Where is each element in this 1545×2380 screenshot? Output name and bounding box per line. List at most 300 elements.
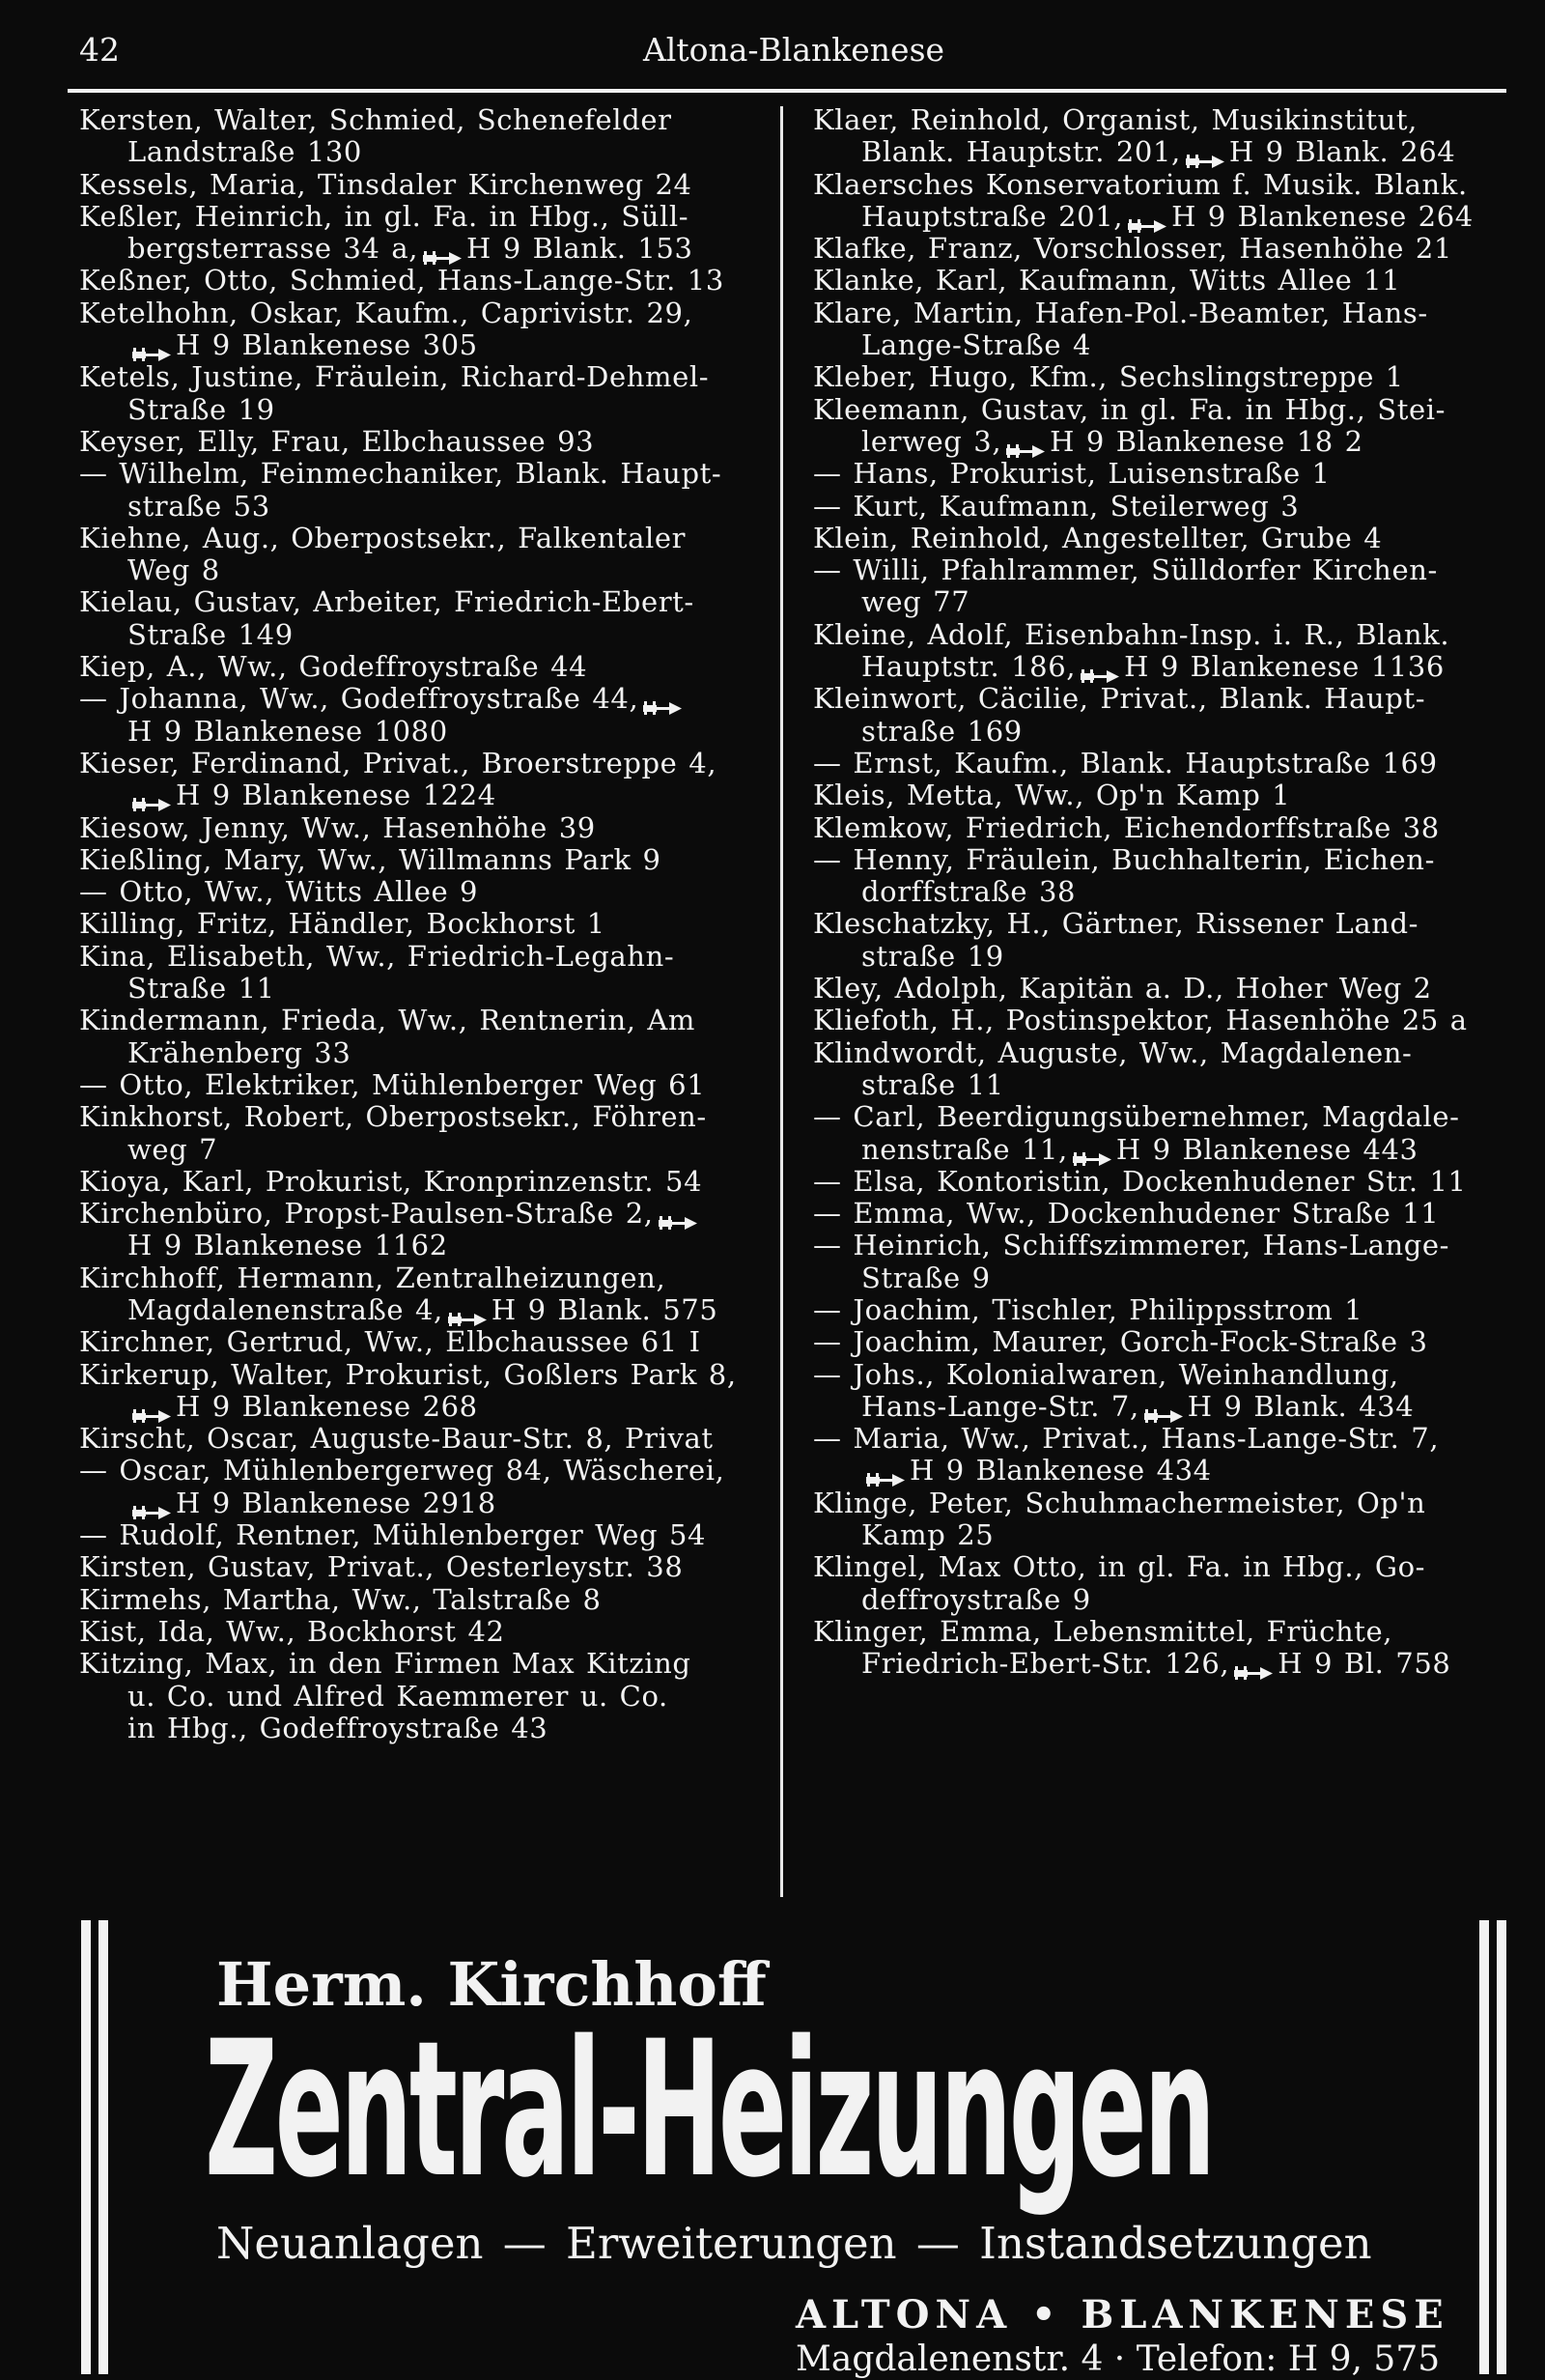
entry-text: Hauptstraße 201, [861,199,1124,233]
entry-text: — Hans, Prokurist, Luisenstraße 1 [813,457,1331,491]
entry-text: Kley, Adolph, Kapitän a. D., Hoher Weg 2 [813,972,1432,1006]
directory-entry [79,1423,774,1455]
entry-text: — Kurt, Kaufmann, Steilerweg 3 [813,489,1300,523]
directory-entry [79,169,774,201]
entry-text: H 9 Blankenese 18 2 [1050,424,1363,458]
entry-line [813,1134,1501,1166]
entry-line [79,523,774,554]
entry-text: H 9 Blank. 153 [466,232,693,266]
directory-entry [79,1069,774,1101]
directory-entry [79,1166,774,1198]
entry-text: straße 169 [861,714,1023,748]
entry-line [79,329,774,361]
telephone-arrow-icon [1143,1400,1184,1417]
entry-text: Blank. Hauptstr. 201, [861,135,1181,169]
entry-text: Klafke, Franz, Vorschlosser, Hasenhöhe 21 [813,232,1452,266]
entry-text: Klinger, Emma, Lebensmittel, Früchte, [813,1614,1393,1648]
entry-text: Kina, Elisabeth, Ww., Friedrich-Legahn- [79,939,675,973]
entry-text: Kleschatzky, H., Gärtner, Rissener Land- [813,907,1419,941]
entry-line [79,1584,774,1616]
entry-text: Straße 149 [127,617,294,651]
directory-entry [79,1005,774,1069]
directory-entry [813,1616,1501,1681]
entry-line [813,1230,1501,1261]
entry-line [813,908,1501,940]
entry-text: Straße 11 [127,972,275,1006]
entry-line [813,523,1501,554]
directory-entry [79,586,774,651]
entry-line [813,361,1501,393]
directory-entry [813,683,1501,748]
directory-entry [79,1519,774,1551]
telephone-arrow-icon [1080,660,1120,677]
entry-text: Klinge, Peter, Schuhmachermeister, Op'n [813,1486,1426,1519]
entry-line [813,201,1501,233]
entry-text: bergsterrasse 34 a, [127,232,419,266]
directory-entry [79,265,774,297]
entry-line [79,1005,774,1036]
entry-line [79,586,774,618]
entry-line [813,1326,1501,1358]
directory-entry [813,1037,1501,1102]
entry-line [813,779,1501,811]
entry-text: Lange-Straße 4 [861,328,1092,362]
entry-text: — Willi, Pfahlrammer, Sülldorfer Kirchen- [813,553,1438,587]
entry-line [813,748,1501,779]
entry-line [79,1551,774,1583]
telephone-arrow-icon [422,241,463,259]
entry-text: — Johanna, Ww., Godeffroystraße 44, [79,682,639,716]
entry-text: H 9 Blankenese 434 [910,1454,1212,1488]
entry-line [79,1230,774,1261]
entry-line [813,716,1501,748]
directory-entry [79,1584,774,1616]
entry-line [79,201,774,233]
entry-line [79,619,774,651]
entry-line [79,1294,774,1326]
ad-border-bar [98,1920,108,2374]
entry-line [79,1455,774,1487]
directory-entry [79,844,774,876]
telephone-arrow-icon [865,1463,906,1481]
telephone-arrow-icon [1005,435,1046,452]
directory-entry [813,1198,1501,1230]
entry-text: straße 53 [127,489,270,523]
entry-text: Kirsten, Gustav, Privat., Oesterleystr. 38 [79,1550,684,1584]
entry-text: Kleinwort, Cäcilie, Privat., Blank. Haupt- [813,682,1426,716]
entry-line [79,1488,774,1519]
entry-text: Kießling, Mary, Ww., Willmanns Park 9 [79,842,661,876]
ad-services: Neuanlagen — Erweiterungen — Instandsetzungen [216,2218,1372,2269]
entry-line [79,491,774,523]
entry-line [79,1648,774,1680]
entry-line [813,1198,1501,1230]
entry-line [79,1423,774,1455]
entry-text: H 9 Blankenese 1080 [127,714,448,748]
entry-text: Ketelhohn, Oskar, Kaufm., Caprivistr. 29, [79,296,693,329]
telephone-arrow-icon [447,1303,488,1320]
entry-text: deffroystraße 9 [861,1582,1091,1616]
directory-entry [813,394,1501,459]
entry-text: Kleemann, Gustav, in gl. Fa. in Hbg., Stei- [813,392,1447,426]
entry-line [79,941,774,973]
entry-text: Kielau, Gustav, Arbeiter, Friedrich-Ebert- [79,585,694,619]
entry-line [79,1262,774,1294]
entry-text: Kleine, Adolf, Eisenbahn-Insp. i. R., Blank. [813,617,1450,651]
entry-text: Ketels, Justine, Fräulein, Richard-Dehmel- [79,360,710,394]
entry-text: Friedrich-Ebert-Str. 126, [861,1647,1230,1681]
entry-text: Kitzing, Max, in den Firmen Max Kitzing [79,1647,691,1681]
entry-line [813,136,1501,168]
entry-text: Kleber, Hugo, Kfm., Sechslingstreppe 1 [813,360,1404,394]
directory-entry [79,1551,774,1583]
entry-text: H 9 Blankenese 443 [1115,1132,1419,1166]
directory-entry [813,779,1501,811]
entry-line [79,1713,774,1744]
telephone-arrow-icon [131,1400,172,1417]
entry-line [79,298,774,329]
directory-entry [79,812,774,844]
entry-text: nenstraße 11, [861,1132,1068,1166]
running-title: Altona-Blankenese [642,31,945,69]
entry-text: Hans-Lange-Str. 7, [861,1389,1139,1423]
entry-line [79,683,774,715]
entry-line [813,651,1501,683]
entry-line [79,136,774,168]
entry-text: Klindwordt, Auguste, Ww., Magdalenen- [813,1035,1413,1069]
directory-entry [813,361,1501,393]
entry-text: — Oscar, Mühlenbergerweg 84, Wäscherei, [79,1454,725,1488]
entry-line [79,1069,774,1101]
entry-line [813,1262,1501,1294]
ad-border-bar [1479,1920,1489,2374]
directory-entry [79,104,774,169]
entry-line [79,1037,774,1069]
entry-text: — Carl, Beerdigungsübernehmer, Magdale- [813,1100,1460,1134]
ad-location: ALTONA • BLANKENESE [796,2292,1449,2338]
telephone-arrow-icon [1072,1143,1112,1160]
directory-entry [79,1455,774,1519]
entry-line [79,394,774,426]
entry-line [79,1134,774,1166]
entry-line [813,491,1501,523]
telephone-arrow-icon [1233,1657,1274,1674]
entry-line [79,458,774,490]
entry-line [813,1391,1501,1423]
entry-text: Kieser, Ferdinand, Privat., Broerstreppe 4, [79,746,717,779]
entry-text: Straße 19 [127,392,275,426]
entry-text: Killing, Fritz, Händler, Bockhorst 1 [79,907,605,941]
entry-text: Kirmehs, Martha, Ww., Talstraße 8 [79,1582,602,1616]
directory-entry [813,1488,1501,1552]
telephone-arrow-icon [1185,145,1225,162]
directory-entry [813,233,1501,265]
directory-entry [813,1230,1501,1294]
ad-border-bar [1497,1920,1506,2374]
kirchhoff-advertisement [81,1920,1506,2379]
telephone-arrow-icon [642,692,683,709]
entry-line [813,973,1501,1005]
entry-line [813,812,1501,844]
entry-line [813,1037,1501,1069]
entry-line [813,1005,1501,1036]
entry-text: Kinkhorst, Robert, Oberpostsekr., Föhren- [79,1100,707,1134]
entry-text: — Joachim, Tischler, Philippsstrom 1 [813,1292,1363,1326]
entry-text: straße 19 [861,939,1004,973]
entry-text: H 9 Blank. 434 [1187,1389,1415,1423]
entry-line [813,1069,1501,1101]
entry-line [813,1359,1501,1391]
entry-text: — Ernst, Kaufm., Blank. Hauptstraße 169 [813,746,1438,779]
ad-address: Magdalenenstr. 4 · Telefon: H 9, 575 [796,2339,1441,2379]
entry-line [813,1584,1501,1616]
entry-line [813,1423,1501,1455]
directory-entry [79,748,774,812]
directory-entry [813,169,1501,234]
entry-line [813,104,1501,136]
entry-text: Landstraße 130 [127,135,362,169]
entry-line [813,683,1501,715]
entry-line [813,233,1501,265]
entry-text: Kioya, Karl, Prokurist, Kronprinzenstr. 54 [79,1164,703,1198]
entry-line [813,876,1501,908]
telephone-arrow-icon [131,788,172,806]
directory-entry [813,812,1501,844]
entry-text: — Rudolf, Rentner, Mühlenberger Weg 54 [79,1518,707,1552]
entry-line [79,844,774,876]
header-rule [68,89,1506,93]
entry-text: dorffstraße 38 [861,875,1077,909]
entry-text: in Hbg., Godeffroystraße 43 [127,1711,548,1744]
directory-entry [813,844,1501,909]
entry-text: u. Co. und Alfred Kaemmerer u. Co. [127,1679,668,1713]
entry-line [813,1551,1501,1583]
directory-entry [813,1423,1501,1488]
left-column [79,104,774,1744]
directory-entry [79,523,774,587]
entry-text: Kirchhoff, Hermann, Zentralheizungen, [79,1261,666,1294]
entry-text: Kiesow, Jenny, Ww., Hasenhöhe 39 [79,810,596,844]
entry-text: H 9 Blankenese 1136 [1124,650,1445,684]
entry-line [813,394,1501,426]
directory-entry [813,1326,1501,1358]
entry-line [79,1519,774,1551]
entry-text: Kiep, A., Ww., Godeffroystraße 44 [79,650,588,684]
entry-text: H 9 Bl. 758 [1278,1647,1451,1681]
entry-line [813,1648,1501,1680]
entry-text: — Johs., Kolonialwaren, Weinhandlung, [813,1357,1399,1391]
entry-line [813,1488,1501,1519]
directory-entry [79,1262,774,1327]
entry-text: Kirscht, Oscar, Auguste-Baur-Str. 8, Privat [79,1422,714,1456]
directory-entry [79,1616,774,1648]
telephone-arrow-icon [131,1496,172,1514]
entry-line [79,748,774,779]
entry-line [79,1681,774,1713]
entry-line [813,619,1501,651]
entry-text: Kindermann, Frieda, Ww., Rentnerin, Am [79,1004,696,1037]
page-number: 42 [79,31,120,69]
entry-text: Klemkow, Friedrich, Eichendorffstraße 38 [813,810,1440,844]
entry-text: Magdalenenstraße 4, [127,1292,443,1326]
entry-line [813,265,1501,297]
telephone-arrow-icon [658,1206,698,1224]
entry-text: — Maria, Ww., Privat., Hans-Lange-Str. 7, [813,1422,1440,1456]
entry-text: Keßler, Heinrich, in gl. Fa. in Hbg., Süll- [79,199,689,233]
entry-line [79,1359,774,1391]
entry-text: Hauptstr. 186, [861,650,1077,684]
directory-entry [79,876,774,908]
entry-line [813,1166,1501,1198]
entry-text: Krähenberg 33 [127,1035,351,1069]
entry-text: weg 7 [127,1132,218,1166]
entry-text: — Henny, Fräulein, Buchhalterin, Eichen- [813,842,1435,876]
directory-entry [813,523,1501,554]
entry-line [813,1455,1501,1487]
entry-text: H 9 Blankenese 1224 [176,779,496,812]
ad-company-name: Herm. Kirchhoff [216,1949,767,2020]
entry-text: Kist, Ida, Ww., Bockhorst 42 [79,1614,505,1648]
entry-text: Kessels, Maria, Tinsdaler Kirchenweg 24 [79,167,692,201]
entry-line [79,1101,774,1133]
directory-entry [79,1326,774,1358]
directory-entry [813,619,1501,684]
telephone-arrow-icon [131,338,172,355]
directory-entry [813,1101,1501,1166]
entry-text: Klaer, Reinhold, Organist, Musikinstitut, [813,103,1418,136]
entry-line [813,329,1501,361]
directory-entry [813,1359,1501,1424]
entry-line [79,554,774,586]
entry-text: Klaersches Konservatorium f. Musik. Blank. [813,167,1468,201]
entry-line [813,1519,1501,1551]
entry-line [79,104,774,136]
entry-text: weg 77 [861,585,970,619]
directory-entry [813,554,1501,619]
entry-line [79,1166,774,1198]
entry-line [79,1326,774,1358]
directory-entry [813,1294,1501,1326]
directory-entry [79,361,774,426]
entry-line [79,169,774,201]
directory-entry [813,491,1501,523]
entry-line [813,554,1501,586]
entry-line [79,779,774,811]
entry-line [813,586,1501,618]
page-header [79,29,1508,71]
ad-headline: Zentral-Heizungen [205,2000,1213,2219]
entry-line [79,908,774,940]
entry-text: — Joachim, Maurer, Gorch-Fock-Straße 3 [813,1325,1428,1359]
entry-text: straße 11 [861,1067,1004,1101]
directory-entry [813,973,1501,1005]
entry-line [79,876,774,908]
entry-text: Weg 8 [127,553,220,587]
entry-text: Kamp 25 [861,1518,995,1552]
directory-entry [79,458,774,523]
directory-entry [79,683,774,748]
entry-text: — Heinrich, Schiffszimmerer, Hans-Lange- [813,1229,1450,1262]
entry-line [79,716,774,748]
entry-text: Kersten, Walter, Schmied, Schenefelder [79,103,672,136]
entry-text: Keßner, Otto, Schmied, Hans-Lange-Str. 13 [79,264,724,298]
entry-line [79,973,774,1005]
directory-entry [79,426,774,458]
entry-line [79,1198,774,1230]
directory-entry [813,458,1501,490]
directory-entry [813,265,1501,297]
entry-text: Klanke, Karl, Kaufmann, Witts Allee 11 [813,264,1401,298]
directory-entry [813,1166,1501,1198]
directory-entry [79,1101,774,1166]
entry-line [813,844,1501,876]
directory-entry [813,104,1501,169]
entry-line [813,298,1501,329]
entry-line [813,426,1501,458]
entry-line [813,941,1501,973]
entry-text: H 9 Blank. 575 [491,1292,718,1326]
entry-text: Klingel, Max Otto, in gl. Fa. in Hbg., Go- [813,1550,1426,1584]
entry-text: Kiehne, Aug., Oberpostsekr., Falkentaler [79,521,687,554]
directory-entry [79,651,774,683]
directory-entry [79,1359,774,1424]
entry-text: — Wilhelm, Feinmechaniker, Blank. Haupt- [79,457,722,491]
entry-line [813,1294,1501,1326]
entry-text: lerweg 3, [861,424,1002,458]
entry-line [79,1616,774,1648]
entry-text: H 9 Blankenese 1162 [127,1229,448,1262]
ad-border-bar [81,1920,91,2374]
entry-line [79,426,774,458]
entry-text: H 9 Blankenese 2918 [176,1486,496,1519]
right-column [813,104,1501,1681]
entry-text: Klein, Reinhold, Angestellter, Grube 4 [813,521,1383,554]
directory-entry [79,201,774,266]
entry-text: — Otto, Elektriker, Mühlenberger Weg 61 [79,1067,706,1101]
entry-text: Kirchenbüro, Propst-Paulsen-Straße 2, [79,1197,654,1231]
entry-line [813,1101,1501,1133]
directory-entry [79,298,774,362]
entry-text: Klare, Martin, Hafen-Pol.-Beamter, Hans- [813,296,1428,329]
entry-line [79,1391,774,1423]
directory-entry [79,1198,774,1262]
entry-text: — Elsa, Kontoristin, Dockenhudener Str. 11 [813,1164,1467,1198]
entry-line [79,651,774,683]
entry-text: Kirchner, Gertrud, Ww., Elbchaussee 61 I [79,1325,701,1359]
entry-line [813,169,1501,201]
directory-entry [79,1648,774,1744]
directory-entry [813,298,1501,362]
entry-text: Kirkerup, Walter, Prokurist, Goßlers Park 8, [79,1357,737,1391]
telephone-arrow-icon [1127,210,1167,227]
entry-text: Kliefoth, H., Postinspektor, Hasenhöhe 25 a [813,1004,1468,1037]
entry-text: Kleis, Metta, Ww., Op'n Kamp 1 [813,779,1291,812]
directory-entry [79,908,774,940]
directory-entry [813,1005,1501,1036]
entry-text: — Otto, Ww., Witts Allee 9 [79,875,479,909]
directory-entry [813,908,1501,973]
entry-line [813,1616,1501,1648]
entry-line [79,812,774,844]
directory-entry [79,941,774,1006]
entry-text: H 9 Blankenese 305 [176,328,478,362]
entry-line [79,361,774,393]
entry-line [813,458,1501,490]
entry-text: H 9 Blankenese 264 [1171,199,1474,233]
directory-entry [813,748,1501,779]
entry-text: Straße 9 [861,1261,991,1294]
entry-line [79,265,774,297]
